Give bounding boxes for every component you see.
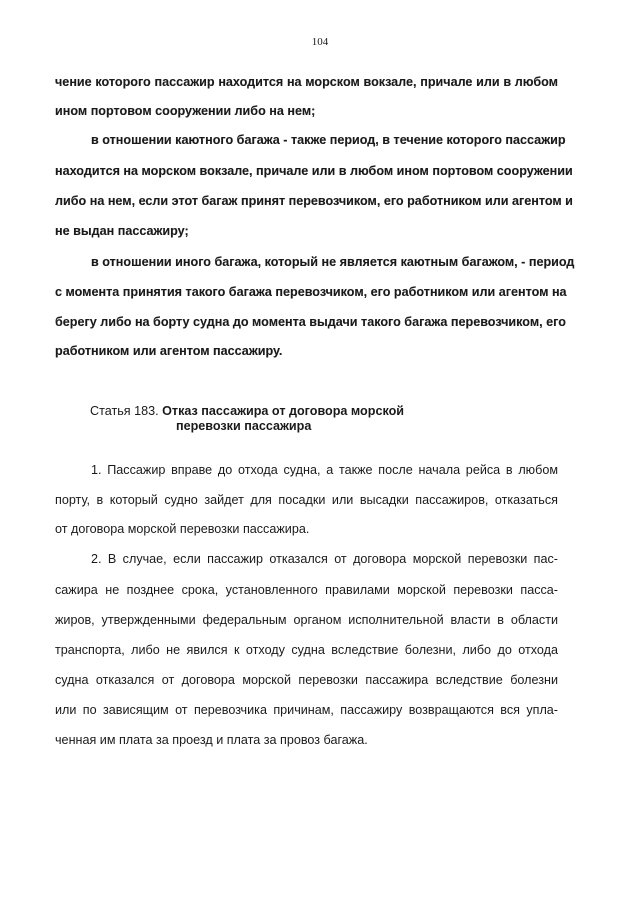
text-line: ченная им плата за проезд и плата за провоз багажа. [55,733,368,747]
text-line: порту, в который судно зайдет для посадки или высадки пассажиров, отказаться [55,493,558,507]
article-title-line-2: перевозки пассажира [176,419,312,433]
text-line: 2. В случае, если пассажир отказался от договора морской перевозки пас- [91,552,558,566]
text-line: транспорта, либо не явился к отходу судна вследствие болезни, либо до отхода [55,643,558,657]
text-line: ином портовом сооружении либо на нем; [55,104,316,118]
text-line: или по зависящим от перевозчика причинам, пассажиру возвращаются вся упла- [55,703,558,717]
article-number: Статья 183. [90,404,159,418]
text-line: судна отказался от договора морской перевозки пассажира вследствие болезни [55,673,558,687]
text-line: в отношении каютного багажа - также период, в течение которого пассажир [91,133,566,147]
article-title: Отказ пассажира от договора морской [162,404,405,418]
text-line: сажира не позднее срока, установленного правилами морской перевозки пасса- [55,583,558,597]
page-number: 104 [311,36,329,48]
text-line: не выдан пассажиру; [55,224,189,238]
text-line: жиров, утвержденными федеральным органом исполнительной власти в области [55,613,558,627]
text-line: чение которого пассажир находится на морском вокзале, причале или в любом [55,75,558,89]
text-line: находится на морском вокзале, причале или в любом ином портовом сооружении [55,164,573,178]
text-line: с момента принятия такого багажа перевозчиком, его работником или агентом на [55,285,567,299]
text-line: либо на нем, если этот багаж принят перевозчиком, его работником или агентом и [55,194,573,208]
text-line: от договора морской перевозки пассажира. [55,522,310,536]
text-line: 1. Пассажир вправе до отхода судна, а также после начала рейса в любом [91,463,558,477]
text-line: работником или агентом пассажиру. [55,344,283,358]
article-heading-line-1 [90,403,404,419]
text-line: в отношении иного багажа, который не является каютным багажом, - период [91,255,575,269]
text-line: берегу либо на борту судна до момента выдачи такого багажа перевозчиком, его [55,315,566,329]
